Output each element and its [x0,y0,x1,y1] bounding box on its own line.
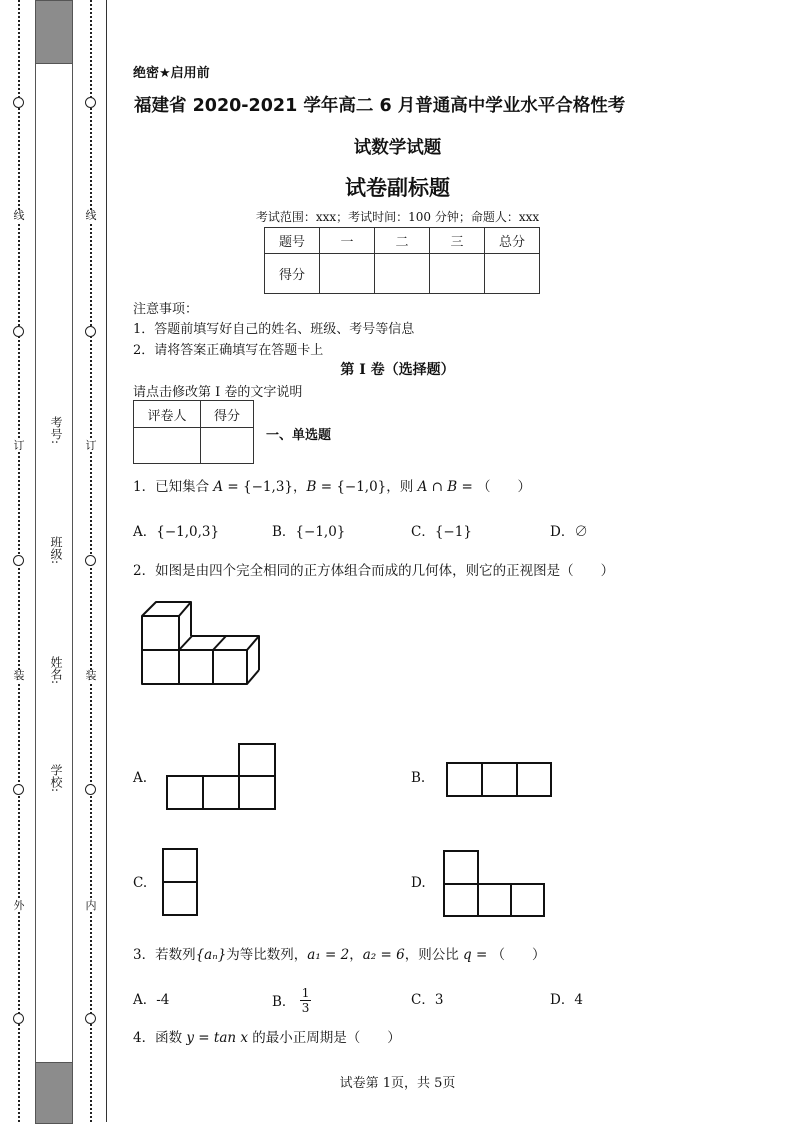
option-label: B． [272,994,296,1010]
question-4-text: 4．函数 [133,1030,187,1046]
binding-mark: 订 [83,440,99,452]
view-square [443,850,479,885]
ratio-symbol: q [463,947,472,963]
option-text: {−1,0} [295,524,346,540]
view-square [516,762,552,797]
view-square [446,762,483,797]
option-text: -4 [156,992,170,1008]
option-label: D． [550,524,575,540]
score-table-header: 三 [430,228,485,254]
set-b-value: = {−1,0} [316,479,387,495]
exam-subtitle: 试卷副标题 [345,176,450,200]
solid-figure [135,598,270,690]
binding-circle [85,326,96,337]
binding-circle [13,784,24,795]
option-c[interactable]: C. [133,875,148,891]
view-square [481,762,518,797]
binding-mark: 内 [83,900,99,912]
option-text: {−1,0,3} [156,524,220,540]
view-square [443,883,479,917]
grader-cell[interactable] [134,428,201,464]
option-b[interactable] [272,988,311,1017]
grader-cell[interactable] [201,428,254,464]
binding-circle [85,1013,96,1024]
question-2-text: 2．如图是由四个完全相同的正方体组合而成的几何体，则它的正视图是（ ） [133,563,615,579]
option-c[interactable] [411,520,472,540]
exam-info: 考试范围：xxx；考试时间：100 分钟；命题人：xxx [255,210,540,224]
score-table-header: 总分 [485,228,540,254]
view-square [238,775,276,810]
binding-mark: 订 [11,440,27,452]
binding-circle [85,784,96,795]
field-exam-number: 考号: [49,416,63,445]
option-label: C． [411,992,435,1008]
question-1-text: 已知集合 [155,479,214,495]
term-a1: a₁ = 2 [307,947,350,963]
set-a-value: = {−1,3} [223,479,293,495]
function-expr: y = tan x [186,1030,248,1046]
score-row-label: 得分 [265,254,320,294]
view-square [202,775,240,810]
binding-mark: 外 [11,900,27,912]
set-a: A [213,479,224,495]
question-3-text: ，则公比 [404,947,463,963]
part1-description: 请点击修改第 I 卷的文字说明 [133,385,303,400]
option-label: C． [411,524,435,540]
question-4 [133,1029,401,1047]
binding-circle [13,97,24,108]
view-square [162,881,198,916]
binding-circle [85,555,96,566]
score-table [264,227,540,294]
question-3-text: 为等比数列， [226,947,308,963]
notes-item: 2．请将答案正确填写在答题卡上 [133,343,324,358]
term-a2: a₂ = 6 [362,947,405,963]
margin-rule [106,0,107,1122]
fraction [300,986,312,1015]
grader-header: 得分 [201,401,254,428]
page-footer: 试卷第 1页，共 5页 [339,1076,456,1091]
view-square [510,883,545,917]
binding-mark: 装 [11,670,27,682]
binding-circle [13,1013,24,1024]
option-b[interactable] [272,520,345,540]
option-d[interactable] [550,988,583,1008]
question-1-number: 1． [133,479,156,495]
separator: ， [349,947,363,963]
field-class: 班级: [49,536,63,565]
score-cell[interactable] [430,254,485,294]
set-b: B [306,479,317,495]
score-cell[interactable] [320,254,375,294]
question-1 [133,478,531,496]
fraction-numerator: 1 [301,986,310,1000]
question-3-text: 3．若数列 [133,947,196,963]
exam-title-line1: 福建省 2020-2021 学年高二 6 月普通高中学业水平合格性考 [134,96,626,116]
confidential-mark: 绝密★启用前 [133,66,210,81]
separator: ， [293,479,307,495]
question-1-text: ，则 [386,479,418,495]
view-square [162,848,198,883]
fraction-denominator: 3 [301,1001,310,1015]
option-text: 4 [574,992,583,1008]
option-a[interactable] [133,988,169,1008]
view-square [477,883,512,917]
option-a[interactable]: A. [133,770,148,786]
binding-mark: 线 [83,210,99,222]
option-label: A． [133,992,157,1008]
binding-circle [85,97,96,108]
score-table-header: 二 [375,228,430,254]
notes-item: 1．答题前填写好自己的姓名、班级、考号等信息 [133,322,415,337]
option-d[interactable]: D. [411,875,426,891]
option-c[interactable] [411,988,443,1008]
intersection-expr: A ∩ B [417,479,458,495]
option-label: B． [272,524,296,540]
answer-blank: = （ ） [457,479,532,495]
section-heading: 一、单选题 [266,428,332,443]
view-square [238,743,276,777]
binding-mark: 装 [83,670,99,682]
option-b[interactable]: B. [411,770,426,786]
sequence-expr: {aₙ} [195,947,227,963]
grader-table [133,400,254,464]
option-text: {−1} [434,524,472,540]
question-3 [133,946,546,964]
option-text: ∅ [574,524,588,540]
answer-blank: = （ ） [471,947,546,963]
binding-circle [13,555,24,566]
score-table-header: 题号 [265,228,320,254]
option-label: D． [550,992,575,1008]
score-cell[interactable] [485,254,540,294]
option-d[interactable] [550,520,588,540]
notes-title: 注意事项： [133,302,199,317]
grader-header: 评卷人 [134,401,201,428]
option-text: 3 [434,992,444,1008]
question-4-text: 的最小正周期是（ ） [247,1030,401,1046]
binding-band-bottom [35,1062,73,1124]
field-school: 学校: [49,764,63,793]
option-label: A． [133,524,157,540]
option-a[interactable] [133,520,219,540]
exam-title-line2: 试数学试题 [353,138,442,158]
binding-circle [13,326,24,337]
field-name: 姓名: [49,656,63,685]
binding-band-top [35,0,73,64]
binding-mark: 线 [11,210,27,222]
score-cell[interactable] [375,254,430,294]
score-table-header: 一 [320,228,375,254]
view-square [166,775,204,810]
part1-title: 第 I 卷（选择题） [340,362,455,378]
